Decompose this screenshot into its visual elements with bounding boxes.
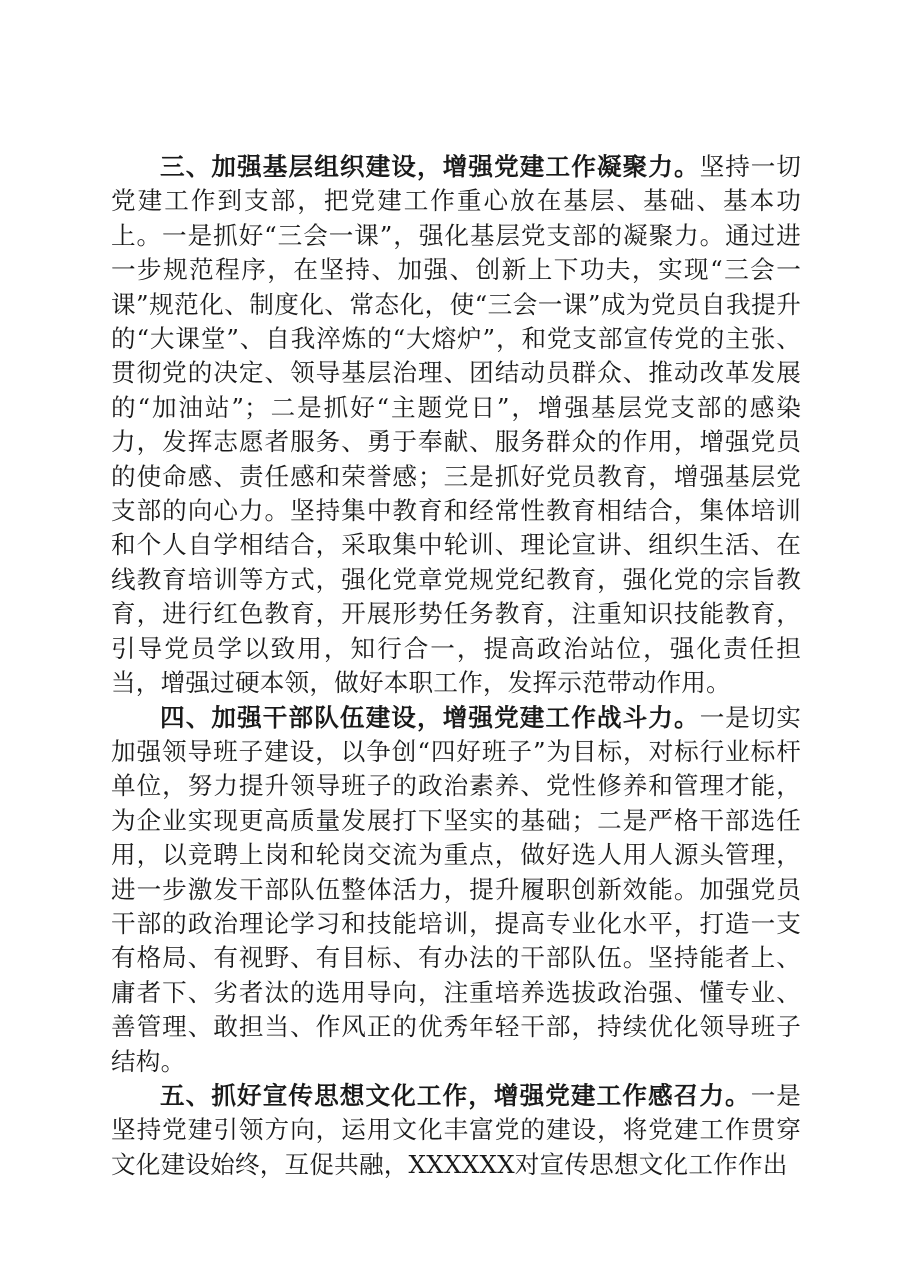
document-body xyxy=(111,150,801,1182)
paragraph-section-4 xyxy=(111,701,801,1079)
paragraph-section-5 xyxy=(111,1079,801,1182)
section-3-text: 坚持一切党建工作到支部，把党建工作重心放在基层、基础、基本功上。一是抓好“三会一课”，强化基层党支部的凝聚力。通过进一步规范程序，在坚持、加强、创新上下功夫，实现“三会一课”规范化、制度化、常态化，使“三会一课”成为党员自我提升的“大课堂”、自我淬炼的“大熔炉”，和党支部宣传党的主张、贯彻党的决定、领导基层治理、团结动员群众、推动改革发展的“加油站”；二是抓好“主题党日”，增强基层党支部的感染力，发挥志愿者服务、勇于奉献、服务群众的作用，增强党员的使命感、责任感和荣誉感；三是抓好党员教育，增强基层党支部的向心力。坚持集中教育和经常性教育相结合，集体培训和个人自学相结合，采取集中轮训、理论宣讲、组织生活、在线教育培训等方式，强化党章党规党纪教育，强化党的宗旨教育，进行红色教育，开展形势任务教育，注重知识技能教育，引导党员学以致用，知行合一，提高政治站位，强化责任担当，增强过硬本领，做好本职工作，发挥示范带动作用。 xyxy=(111,152,801,698)
section-3-heading: 三、加强基层组织建设，增强党建工作凝聚力。 xyxy=(160,152,700,181)
section-4-text: 一是切实加强领导班子建设，以争创“四好班子”为目标，对标行业标杆单位，努力提升领导班子的政治素养、党性修养和管理才能，为企业实现更高质量发展打下坚实的基础；二是严格干部选任用，以竞聘上岗和轮岗交流为重点，做好选人用人源头管理，进一步激发干部队伍整体活力，提升履职创新效能。加强党员干部的政治理论学习和技能培训，提高专业化水平，打造一支有格局、有视野、有目标、有办法的干部队伍。坚持能者上、庸者下、劣者汰的选用导向，注重培养选拔政治强、懂专业、善管理、敢担当、作风正的优秀年轻干部，持续优化领导班子结构。 xyxy=(111,702,801,1076)
section-5-heading: 五、抓好宣传思想文化工作，增强党建工作感召力。 xyxy=(160,1080,751,1110)
paragraph-section-3 xyxy=(111,150,801,701)
section-4-heading: 四、加强干部队伍建设，增强党建工作战斗力。 xyxy=(160,702,700,732)
section-5-text: 一是坚持党建引领方向，运用文化丰富党的建设，将党建工作贯穿文化建设始终，互促共融，XXXXXX对宣传思想文化工作作出 xyxy=(111,1080,801,1179)
